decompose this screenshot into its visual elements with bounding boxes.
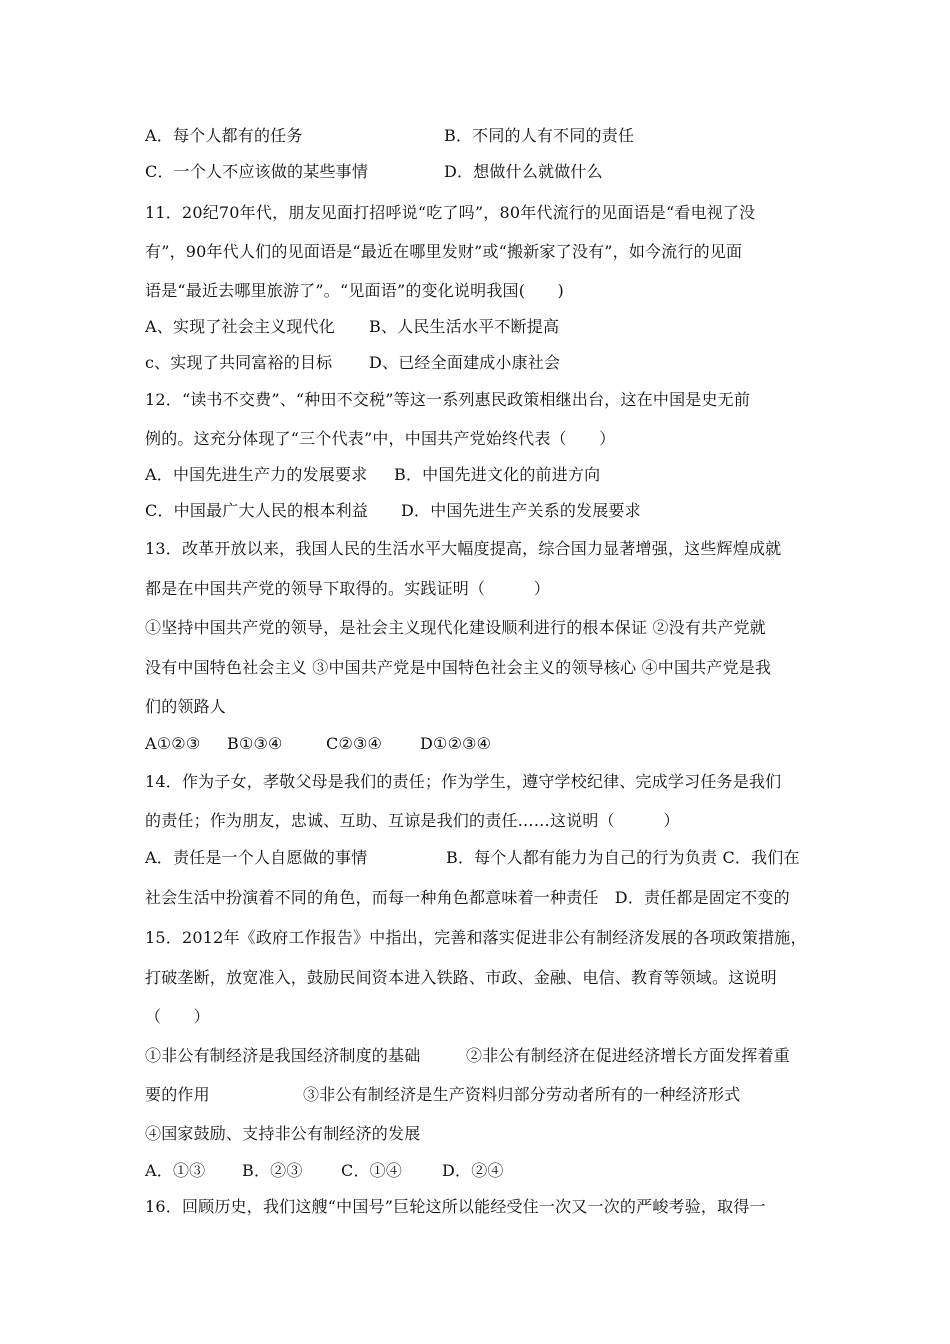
q13-statements-line-3: 们的领路人 bbox=[145, 697, 227, 716]
q11-option-c: c、实现了共同富裕的目标 bbox=[145, 353, 333, 372]
q13-statements-line-2: 没有中国特色社会主义 ③中国共产党是中国特色社会主义的领导核心 ④中国共产党是我 bbox=[145, 658, 772, 677]
q15-statement-4: ④国家鼓励、支持非公有制经济的发展 bbox=[145, 1124, 421, 1143]
q14-options-row-2: 社会生活中扮演着不同的角色，而每一种角色都意味着一种责任 D．责任都是固定不变的 bbox=[145, 888, 790, 907]
q15-statement-2-end: 要的作用 bbox=[145, 1085, 210, 1104]
q12-option-a: A．中国先进生产力的发展要求 bbox=[145, 465, 368, 484]
q12-option-d: D．中国先进生产关系的发展要求 bbox=[401, 501, 641, 520]
q10-option-b: B．不同的人有不同的责任 bbox=[444, 126, 635, 145]
q11-option-d: D、已经全面建成小康社会 bbox=[369, 353, 561, 372]
q13-option-c: C②③④ bbox=[326, 734, 383, 753]
q13-option-d: D①②③④ bbox=[420, 734, 492, 753]
q13-option-b: B①③④ bbox=[227, 734, 283, 753]
q14-option-b-c: B．每个人都有能力为自己的行为负责 C．我们在 bbox=[446, 848, 800, 867]
q13-stem-line-2: 都是在中国共产党的领导下取得的。实践证明（ ） bbox=[145, 579, 551, 598]
q15-stem-line-2: 打破垄断，放宽准入，鼓励民间资本进入铁路、市政、金融、电信、教育等领域。这说明 bbox=[145, 968, 777, 987]
q15-statement-3: ③非公有制经济是生产资料归部分劳动者所有的一种经济形式 bbox=[303, 1085, 741, 1104]
q10-option-c: C．一个人不应该做的某些事情 bbox=[145, 162, 369, 181]
q14-option-a: A．责任是一个人自愿做的事情 bbox=[145, 848, 368, 867]
q10-option-d: D．想做什么就做什么 bbox=[444, 162, 603, 181]
q11-stem-line-1: 11．20纪70年代，朋友见面打招呼说“吃了吗”，80年代流行的见面语是“看电视了没 bbox=[145, 203, 756, 222]
q12-option-b: B．中国先进文化的前进方向 bbox=[394, 465, 601, 484]
q15-statement-1: ①非公有制经济是我国经济制度的基础 bbox=[145, 1046, 421, 1065]
q15-option-c: C．①④ bbox=[341, 1161, 403, 1180]
q11-stem-line-2: 有”，90年代人们的见面语是“最近在哪里发财”或“搬新家了没有”，如今流行的见面 bbox=[145, 242, 743, 261]
q15-option-a: A．①③ bbox=[145, 1161, 206, 1180]
q11-option-a: A、实现了社会主义现代化 bbox=[145, 317, 335, 336]
q11-option-b: B、人民生活水平不断提高 bbox=[369, 317, 560, 336]
q15-stem-line-3: （ ） bbox=[145, 1007, 210, 1026]
q10-option-a: A．每个人都有的任务 bbox=[145, 126, 303, 145]
q15-statement-2: ②非公有制经济在促进经济增长方面发挥着重 bbox=[466, 1046, 791, 1065]
q14-stem-line-2: 的责任；作为朋友，忠诚、互助、互谅是我们的责任……这说明（ ） bbox=[145, 811, 680, 830]
q11-stem-line-3: 语是“最近去哪里旅游了”。“见面语”的变化说明我国( ) bbox=[145, 281, 565, 300]
q13-stem-line-1: 13．改革开放以来，我国人民的生活水平大幅度提高，综合国力显著增强，这些辉煌成就 bbox=[145, 539, 782, 558]
q12-stem-line-2: 例的。这充分体现了“三个代表”中，中国共产党始终代表（ ） bbox=[145, 429, 616, 448]
q12-stem-line-1: 12．“读书不交费”、“种田不交税”等这一系列惠民政策相继出台，这在中国是史无前 bbox=[145, 390, 751, 409]
q16-stem-line-1: 16．回顾历史，我们这艘“中国号”巨轮这所以能经受住一次又一次的严峻考验，取得一 bbox=[145, 1197, 766, 1216]
q15-option-d: D．②④ bbox=[442, 1161, 504, 1180]
q15-stem-line-1: 15．2012年《政府工作报告》中指出，完善和落实促进非公有制经济发展的各项政策措施， bbox=[145, 928, 807, 947]
q15-option-b: B．②③ bbox=[242, 1161, 303, 1180]
q14-stem-line-1: 14．作为子女，孝敬父母是我们的责任；作为学生，遵守学校纪律、完成学习任务是我们 bbox=[145, 772, 782, 791]
q13-option-a: A①②③ bbox=[145, 734, 201, 753]
q13-statements-line-1: ①坚持中国共产党的领导，是社会主义现代化建设顺利进行的根本保证 ②没有共产党就 bbox=[145, 618, 766, 637]
q12-option-c: C．中国最广大人民的根本利益 bbox=[145, 501, 369, 520]
